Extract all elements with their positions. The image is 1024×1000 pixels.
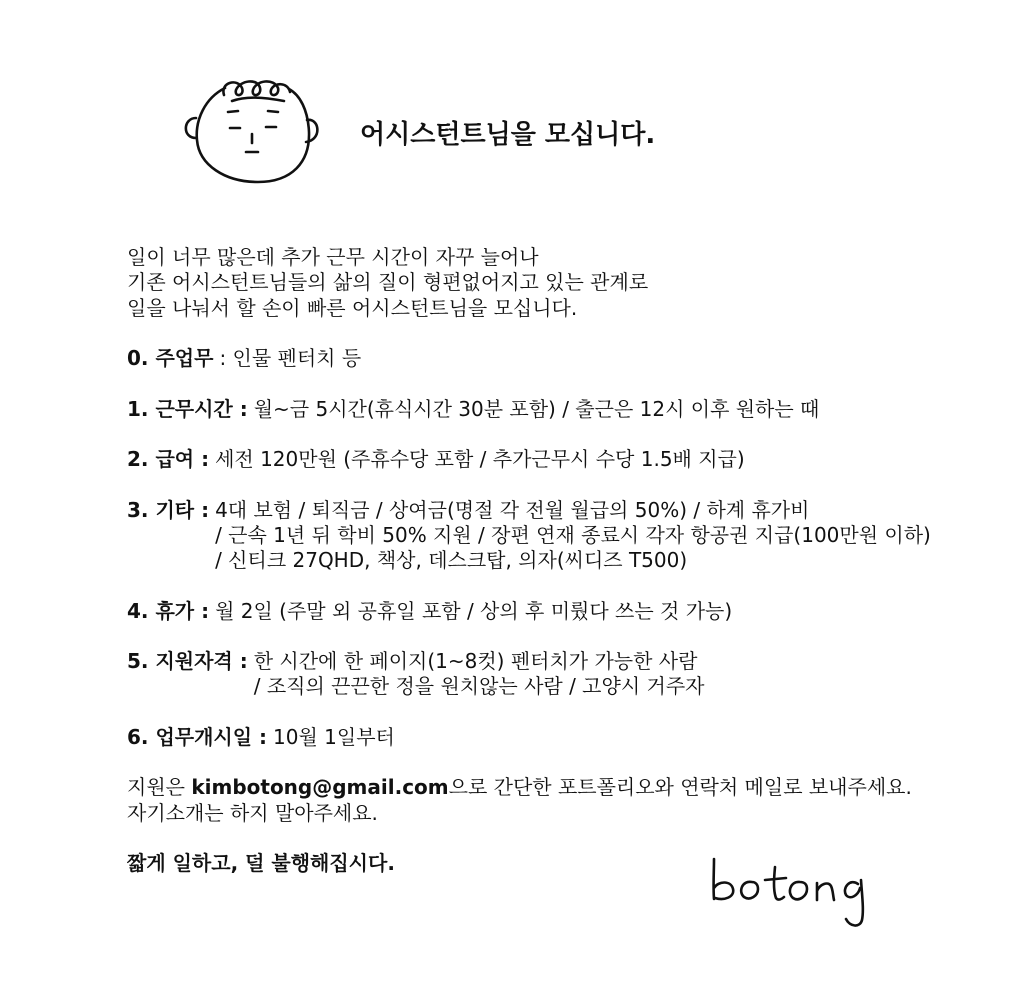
item-line: 한 시간에 한 페이지(1~8컷) 펜터치가 가능한 사람 [253, 649, 698, 673]
item-value [254, 649, 705, 700]
page-title: 어시스턴트님을 모십니다. [360, 120, 656, 150]
item-label: 6. 업무개시일 : [127, 724, 268, 749]
left-eyebrow [228, 111, 238, 112]
item-qualifications [127, 649, 1007, 700]
apply-prefix: 지원은 [127, 775, 185, 800]
intro-paragraph [127, 245, 1007, 321]
item-line: 월 2일 (주말 외 공휴일 포함 / 상의 후 미뤘다 쓰는 것 가능) [215, 598, 733, 623]
item-label: 1. 근무시간 : [127, 396, 248, 421]
item-salary [127, 447, 1007, 472]
item-main-duty [127, 346, 1007, 371]
face-doodle-icon [170, 70, 330, 195]
item-line: / 조직의 끈끈한 정을 원치않는 사람 / 고양시 거주자 [253, 674, 705, 699]
closing-slogan: 짧게 일하고, 덜 불행해집시다. [127, 851, 395, 875]
item-value [254, 397, 820, 422]
item-line: 10월 1일부터 [273, 724, 395, 749]
application-instructions [127, 775, 1007, 826]
item-line: / 신티크 27QHD, 책상, 데스크탑, 의자(씨디즈 T500) [215, 548, 688, 572]
item-label: 0. 주업무 [127, 346, 214, 370]
item-work-hours [127, 397, 1007, 422]
signature-letter-b [714, 859, 734, 899]
item-line: : 인물 펜터치 등 [219, 346, 362, 370]
left-ear [186, 118, 196, 138]
intro-line: 일이 너무 많은데 추가 근무 시간이 자꾸 늘어나 [127, 245, 539, 269]
item-value [219, 346, 361, 371]
item-value [273, 725, 395, 750]
item-line: 월~금 5시간(휴식시간 30분 포함) / 출근은 12시 이후 원하는 때 [253, 396, 820, 421]
apply-line [127, 775, 1007, 800]
item-value [215, 498, 931, 574]
signature-letter-n [817, 883, 834, 900]
contact-email: kimbotong@gmail.com [191, 775, 449, 800]
posting-body [127, 245, 1007, 876]
item-label: 5. 지원자격 : [127, 649, 248, 673]
signature-botong [700, 845, 880, 935]
item-line: 4대 보험 / 퇴직금 / 상여금(명절 각 전월 월급의 50%) / 하계 휴가비 [215, 497, 810, 522]
item-line: / 근속 1년 뒤 학비 50% 지원 / 장편 연재 종료시 각자 항공권 지급(100만원 이하) [215, 522, 931, 547]
item-value [215, 599, 732, 624]
item-line: 세전 120만원 (주휴수당 포함 / 추가근무시 수당 1.5배 지급) [215, 447, 745, 471]
item-etc-benefits [127, 498, 1007, 574]
item-start-date [127, 725, 1007, 750]
item-value [215, 447, 745, 472]
hair-curls [223, 81, 290, 95]
signature-letter-g [845, 880, 863, 926]
signature-letter-o [790, 882, 807, 899]
item-vacation [127, 599, 1007, 624]
item-label: 3. 기타 : [127, 497, 210, 522]
signature-letter-o [741, 882, 758, 899]
intro-line: 기존 어시스턴트님들의 삶의 질이 형편없어지고 있는 관계로 [127, 270, 649, 295]
item-label: 4. 휴가 : [127, 598, 210, 623]
hair-line [232, 98, 284, 101]
right-eyebrow [268, 111, 278, 112]
item-label: 2. 급여 : [127, 447, 210, 471]
signature-letter-t [765, 867, 786, 900]
apply-note: 자기소개는 하지 말아주세요. [127, 800, 378, 825]
apply-suffix: 으로 간단한 포트폴리오와 연락처 메일로 보내주세요. [448, 775, 912, 800]
intro-line: 일을 나눠서 할 손이 빠른 어시스턴트님을 모십니다. [127, 295, 578, 320]
